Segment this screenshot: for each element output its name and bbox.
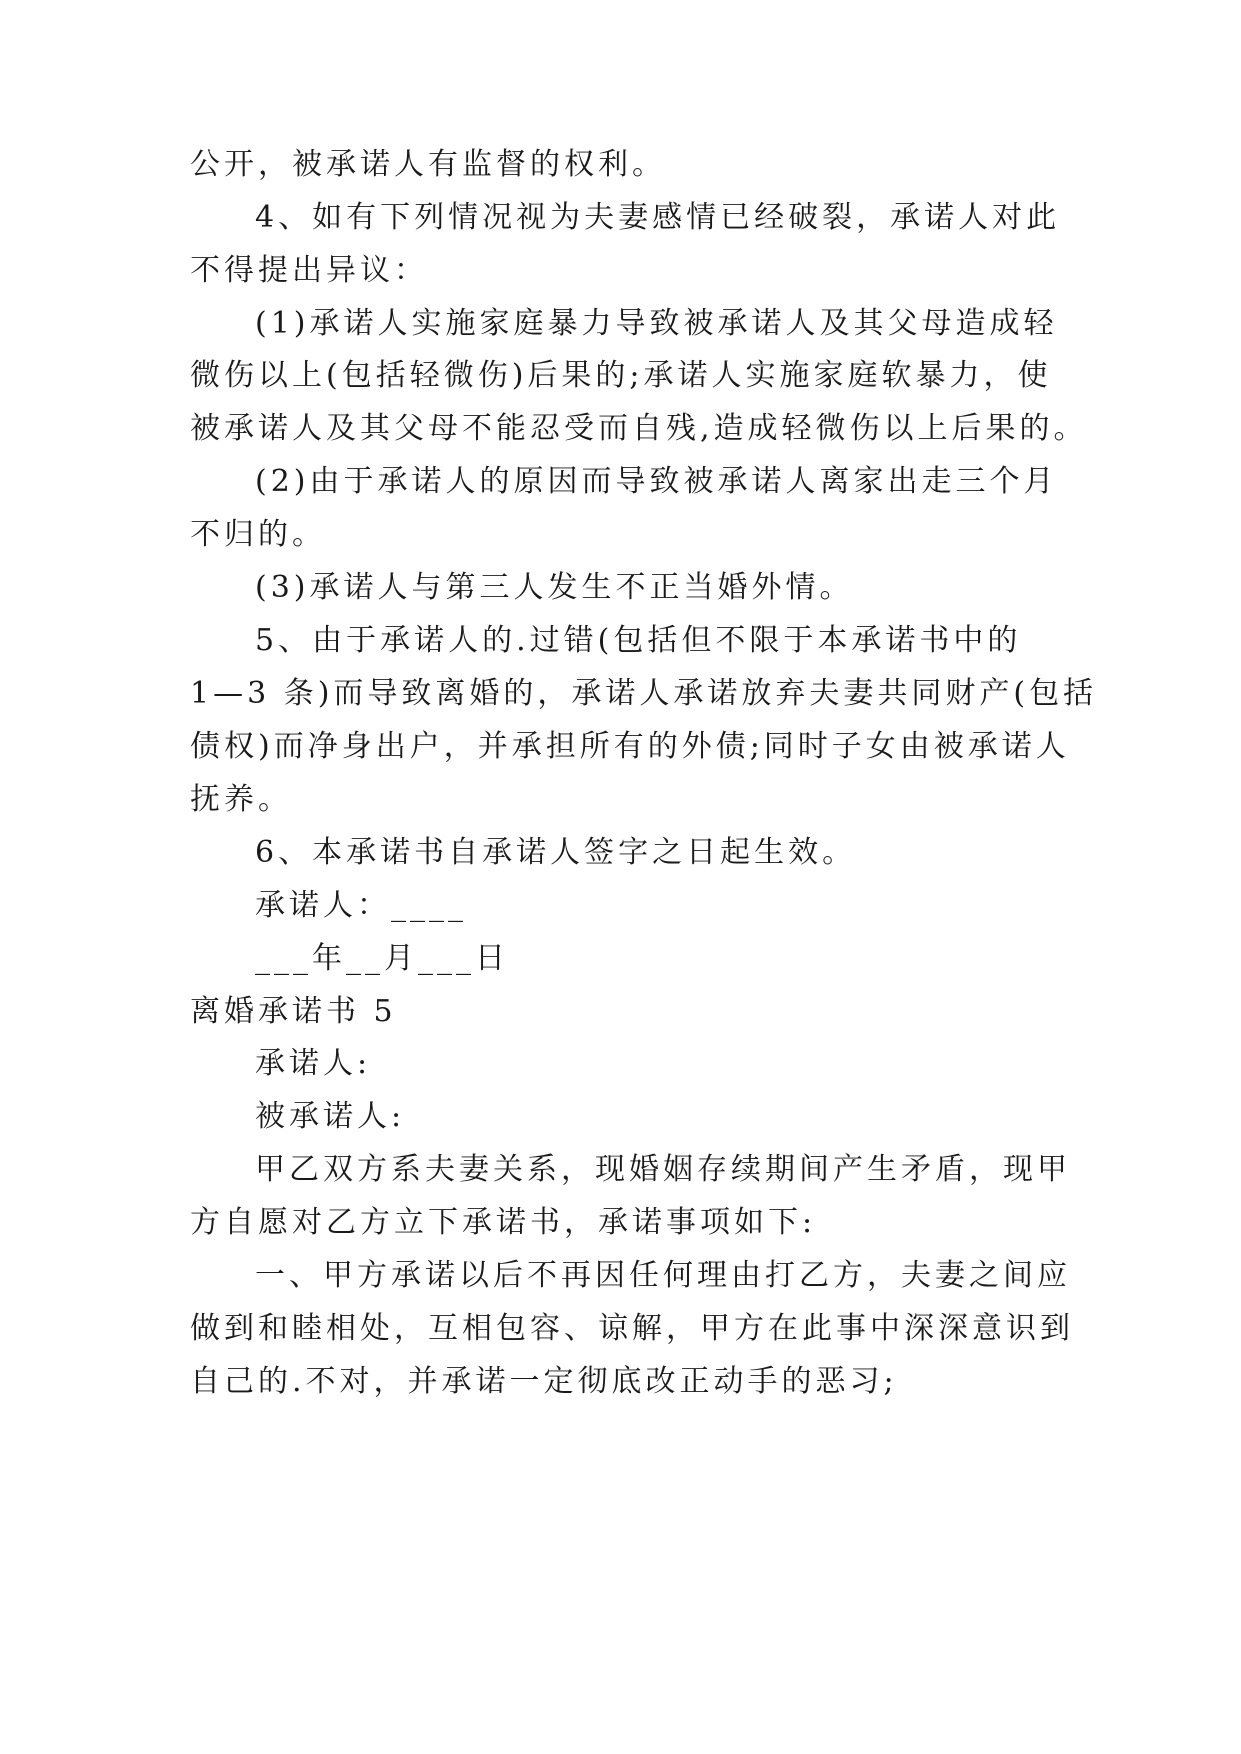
text-line: 被承诺人及其父母不能忍受而自残,造成轻微伤以上后果的。 bbox=[190, 411, 1088, 446]
text-line: 5、由于承诺人的.过错(包括但不限于本承诺书中的 bbox=[255, 623, 1022, 658]
text-line: 方自愿对乙方立下承诺书，承诺事项如下: bbox=[190, 1205, 817, 1240]
text-line: 一、甲方承诺以后不再因任何理由打乙方，夫妻之间应 bbox=[255, 1258, 1071, 1293]
text-line: 4、如有下列情况视为夫妻感情已经破裂，承诺人对此 bbox=[255, 200, 1061, 235]
text-line: 抚养。 bbox=[190, 782, 292, 817]
section-title: 离婚承诺书 5 bbox=[190, 994, 397, 1029]
text-line: 承诺人: bbox=[255, 1046, 372, 1081]
text-line: 自己的.不对，并承诺一定彻底改正动手的恶习; bbox=[190, 1364, 898, 1399]
text-line: 公开，被承诺人有监督的权利。 bbox=[190, 147, 666, 182]
text-line: (2)由于承诺人的原因而导致被承诺人离家出走三个月 bbox=[255, 464, 1058, 499]
signature-line: 承诺人：____ bbox=[255, 888, 467, 923]
text-line: 1—3 条)而导致离婚的，承诺人承诺放弃夫妻共同财产(包括 bbox=[190, 676, 1098, 711]
text-line: 甲乙双方系夫妻关系，现婚姻存续期间产生矛盾，现甲 bbox=[255, 1152, 1071, 1187]
text-line: 6、本承诺书自承诺人签字之日起生效。 bbox=[255, 835, 857, 870]
date-line: ___年__月___日 bbox=[255, 941, 509, 976]
text-line: 债权)而净身出户，并承担所有的外债;同时子女由被承诺人 bbox=[190, 729, 1070, 764]
text-line: 不归的。 bbox=[190, 517, 326, 552]
text-line: 做到和睦相处，互相包容、谅解，甲方在此事中深深意识到 bbox=[190, 1311, 1074, 1346]
text-line: (3)承诺人与第三人发生不正当婚外情。 bbox=[255, 570, 854, 605]
text-line: 不得提出异议： bbox=[190, 253, 428, 288]
text-line: 被承诺人: bbox=[255, 1099, 406, 1134]
text-line: (1)承诺人实施家庭暴力导致被承诺人及其父母造成轻 bbox=[255, 306, 1058, 341]
text-line: 微伤以上(包括轻微伤)后果的;承诺人实施家庭软暴力，使 bbox=[190, 358, 1052, 393]
